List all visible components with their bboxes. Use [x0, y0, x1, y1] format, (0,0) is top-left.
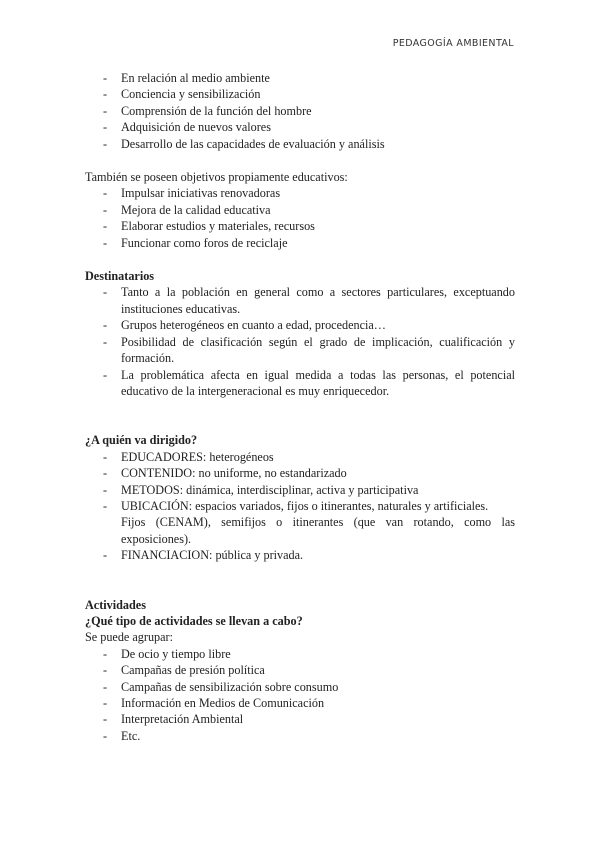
list-item: - En relación al medio ambiente — [85, 70, 515, 86]
document-body — [85, 70, 515, 744]
actividades-heading: Actividades — [85, 597, 146, 612]
educational-objectives-intro: También se poseen objetivos propiamente educativos: — [85, 170, 348, 185]
list-item: - Desarrollo de las capacidades de evaluación y análisis — [85, 136, 515, 152]
destinatarios-heading: Destinatarios — [85, 269, 155, 284]
list-item: - Campañas de presión política — [85, 662, 515, 678]
list-item: - Funcionar como foros de reciclaje — [85, 235, 515, 251]
actividades-list — [85, 646, 515, 744]
list-item: - Conciencia y sensibilización — [85, 86, 515, 102]
objectives-list — [85, 70, 515, 152]
list-item: - Posibilidad de clasificación según el grado de implicación, cualificación y formación. — [85, 334, 515, 367]
list-item: - Elaborar estudios y materiales, recursos — [85, 218, 515, 234]
actividades-question: ¿Qué tipo de actividades se llevan a cabo? — [85, 613, 303, 628]
list-item: - Mejora de la calidad educativa — [85, 202, 515, 218]
a-quien-heading: ¿A quién va dirigido? — [85, 433, 198, 448]
list-item: - CONTENIDO: no uniforme, no estandarizado — [85, 465, 515, 481]
list-item: - Interpretación Ambiental — [85, 711, 515, 727]
page-header-title: PEDAGOGÍA AMBIENTAL — [392, 38, 514, 49]
educational-objectives-list — [85, 185, 515, 251]
a-quien-list — [85, 449, 515, 515]
list-item: - Etc. — [85, 728, 515, 744]
list-item: - EDUCADORES: heterogéneos — [85, 449, 515, 465]
list-item: - Grupos heterogéneos en cuanto a edad, procedencia… — [85, 317, 515, 333]
list-item: - De ocio y tiempo libre — [85, 646, 515, 662]
destinatarios-list — [85, 284, 515, 399]
a-quien-list-end — [85, 547, 515, 563]
list-item: - FINANCIACION: pública y privada. — [85, 547, 515, 563]
list-item: - Campañas de sensibilización sobre consumo — [85, 679, 515, 695]
list-item: - Información en Medios de Comunicación — [85, 695, 515, 711]
list-item: - Tanto a la población en general como a sectores particulares, exceptuando instituciones educativas. — [85, 284, 515, 317]
list-item: - Impulsar iniciativas renovadoras — [85, 185, 515, 201]
actividades-intro: Se puede agrupar: — [85, 630, 173, 645]
list-item: - Adquisición de nuevos valores — [85, 119, 515, 135]
ubicacion-continuation: Fijos (CENAM), semifijos o itinerantes (que van rotando, como las exposiciones). — [121, 515, 515, 546]
list-item: - La problemática afecta en igual medida a todas las personas, el potencial educativo de la intergeneracional es muy enriquecedor. — [85, 367, 515, 400]
list-item: - UBICACIÓN: espacios variados, fijos o itinerantes, naturales y artificiales. — [85, 498, 515, 514]
list-item: - METODOS: dinámica, interdisciplinar, activa y participativa — [85, 482, 515, 498]
list-item: - Comprensión de la función del hombre — [85, 103, 515, 119]
